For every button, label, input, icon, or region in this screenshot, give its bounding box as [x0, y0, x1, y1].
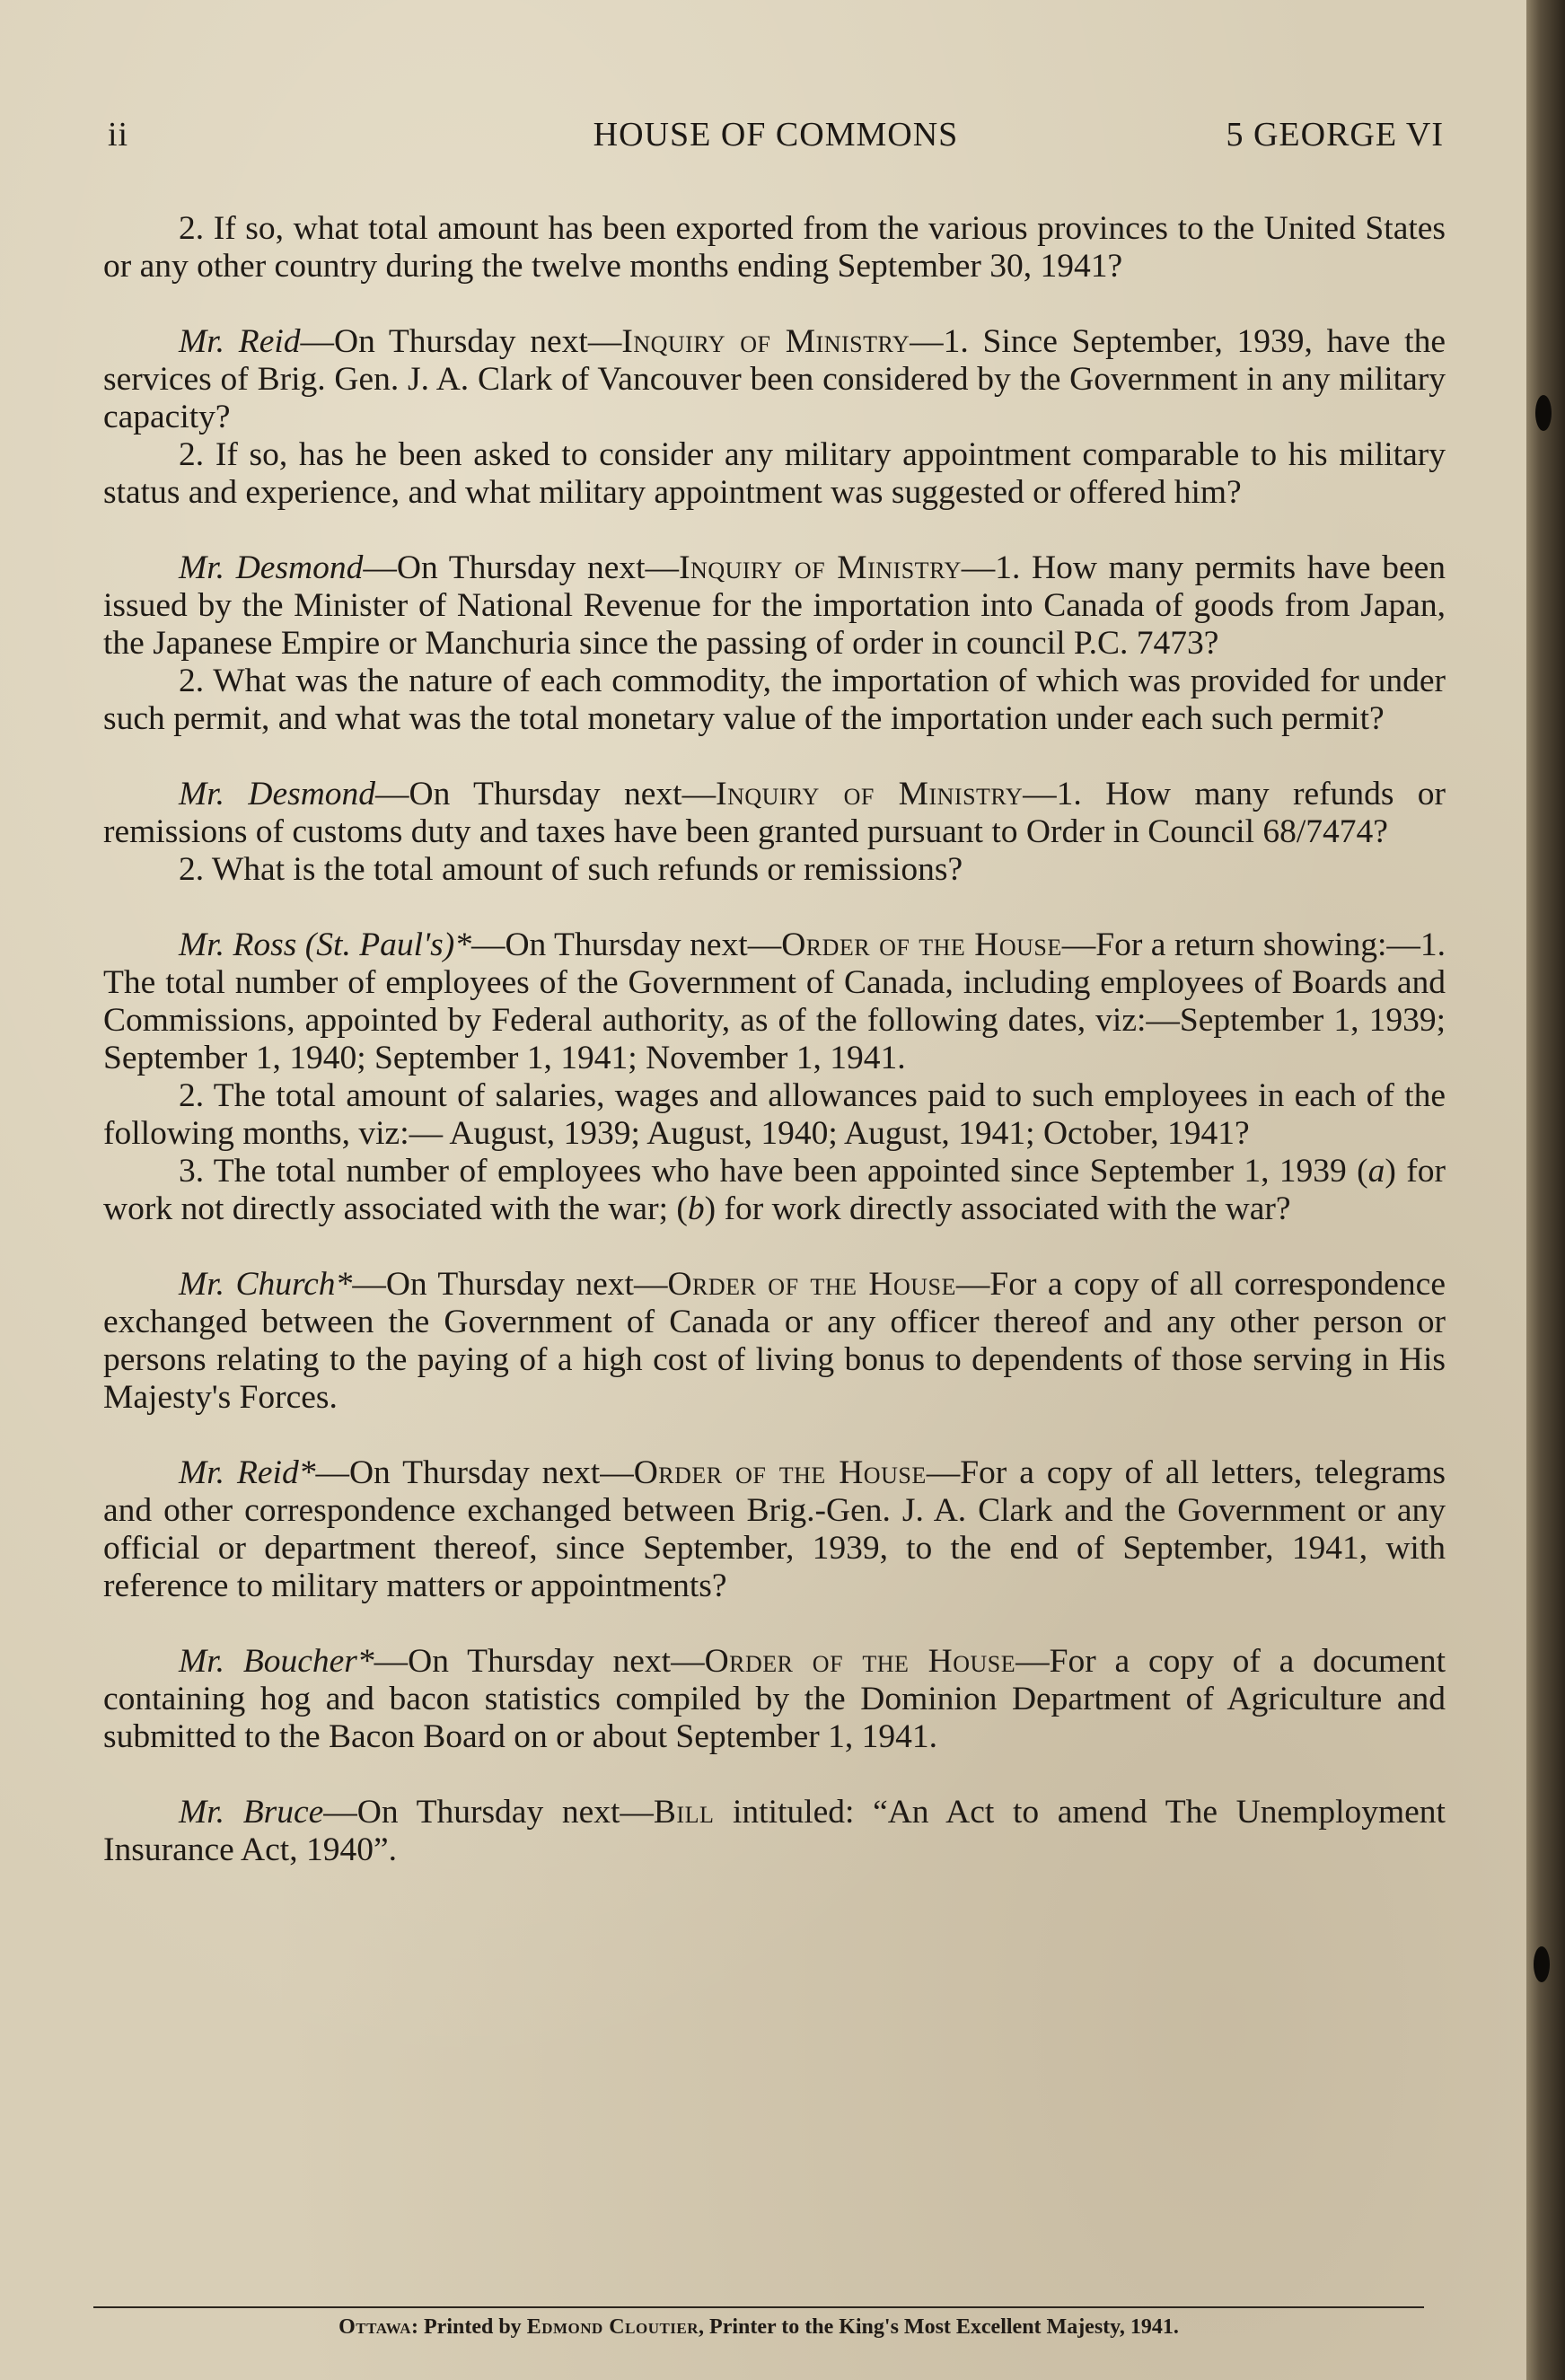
notice-type: Order of the House — [704, 1643, 1016, 1680]
member-name: Mr. Church* — [179, 1266, 353, 1303]
notice-text: —For a copy of all correspondence exchanged between the Government of Canada or any officer thereof and any other person or persons relating to the paying of a high cost of living bonus to dependents of those serving in His Majesty's Forces. — [103, 1266, 1446, 1416]
notice-paragraph — [103, 549, 1446, 663]
notice-text: intituled: “An Act to amend The Unemployment Insurance Act, 1940”. — [103, 1794, 1446, 1868]
book-page-edge — [1526, 0, 1565, 2380]
member-name: Mr. Desmond — [179, 549, 364, 586]
header-reign: 5 GEORGE VI — [1226, 116, 1444, 154]
member-name: b — [687, 1190, 705, 1227]
member-name: Mr. Bruce — [179, 1794, 324, 1831]
notice-entry — [103, 1643, 1446, 1756]
member-name: Mr. Reid* — [179, 1454, 316, 1491]
footer-rule — [93, 2306, 1424, 2308]
notice-text: —On Thursday next— — [315, 1454, 634, 1491]
notice-entry — [103, 1794, 1446, 1869]
notice-paragraph — [103, 1077, 1446, 1153]
notice-text: —For a copy of all letters, telegrams and other correspondence exchanged between Brig.-Gen. J. A. Clark and the Government or any official or department thereof, since September, 1939, to the end of September, 1941, with reference to military matters or appointments? — [103, 1454, 1446, 1604]
notice-type: Order of the House — [667, 1266, 956, 1303]
notice-entry — [103, 323, 1446, 512]
notice-paragraph — [103, 1643, 1446, 1756]
notice-text: —For a return showing:—1. The total number of employees of the Government of Canada, including employees of Boards and Commissions, appointed by Federal authority, as of the following dates, viz:—September 1, 1939; September 1, 1940; September 1, 1941; November 1, 1941. — [103, 927, 1446, 1076]
notice-text: —On Thursday next— — [375, 776, 717, 812]
notice-entry — [103, 1266, 1446, 1417]
notice-paragraph — [103, 851, 1446, 889]
notice-entry — [103, 210, 1446, 285]
imprint-rest: , Printer to the King's Most Excellent Majesty, 1941. — [699, 2315, 1179, 2339]
notice-text: 2. If so, what total amount has been exported from the various provinces to the United States or any other country during the twelve months ending September 30, 1941? — [103, 210, 1446, 285]
notice-type: Inquiry of Ministry — [621, 323, 910, 360]
member-name: Mr. Boucher* — [179, 1643, 374, 1680]
imprint-printed-by: : Printed by — [411, 2315, 527, 2339]
member-name: Mr. Reid — [179, 323, 301, 360]
header-title: HOUSE OF COMMONS — [593, 116, 959, 154]
notice-paragraph — [103, 436, 1446, 512]
notice-entry — [103, 1454, 1446, 1605]
notice-text: —1. How many permits have been issued by the Minister of National Revenue for the importation into Canada of goods from Japan, the Japanese Empire or Manchuria since the passing of order in council P.C. 7473? — [103, 549, 1446, 662]
edge-mark — [1535, 395, 1552, 431]
imprint-printer: Edmond Cloutier — [526, 2315, 699, 2339]
notice-paragraph — [103, 1454, 1446, 1605]
notice-text: —For a copy of a document containing hog and bacon statistics compiled by the Dominion Department of Agriculture and submitted to the Bacon Board on or about September 1, 1941. — [103, 1643, 1446, 1755]
notice-text: —On Thursday next— — [470, 927, 782, 963]
edge-mark — [1534, 1946, 1550, 1982]
page-number: ii — [108, 116, 129, 154]
notice-paragraph — [103, 1794, 1446, 1869]
notice-text: 2. The total amount of salaries, wages and allowances paid to such employees in each of the following months, viz:— August, 1939; August, 1940; August, 1941; October, 1941? — [103, 1077, 1446, 1152]
notice-type: Order of the House — [781, 927, 1062, 963]
member-name: Mr. Desmond — [179, 776, 376, 812]
notice-text: 3. The total number of employees who have been appointed since September 1, 1939 ( — [179, 1153, 1368, 1190]
notice-type: Inquiry of Ministry — [679, 549, 962, 586]
running-header — [108, 115, 1444, 165]
notice-text: ) for work directly associated with the war? — [704, 1190, 1291, 1227]
notice-type: Bill — [653, 1794, 715, 1831]
notice-type: Order of the House — [633, 1454, 927, 1491]
notice-text: —On Thursday next— — [363, 549, 680, 586]
member-name: Mr. Ross (St. Paul's)* — [179, 927, 471, 963]
notice-text: —On Thursday next— — [352, 1266, 668, 1303]
notice-text: 2. If so, has he been asked to consider any military appointment comparable to his military status and experience, and what military appointment was suggested or offered him? — [103, 436, 1446, 511]
notice-text: —On Thursday next— — [300, 323, 622, 360]
notice-text: —On Thursday next— — [323, 1794, 654, 1831]
notice-paragraph — [103, 927, 1446, 1077]
imprint-place: Ottawa — [338, 2315, 412, 2339]
notice-entry — [103, 549, 1446, 738]
notice-paragraph — [103, 210, 1446, 285]
notice-paragraph — [103, 1266, 1446, 1417]
printer-imprint — [93, 2315, 1424, 2340]
member-name: a — [1367, 1153, 1385, 1190]
notice-text: —On Thursday next— — [374, 1643, 705, 1680]
notice-text: ) for work not directly associated with the war; ( — [103, 1153, 1446, 1227]
notice-paragraph — [103, 776, 1446, 851]
notice-text: —1. How many refunds or remissions of customs duty and taxes have been granted pursuant to Order in Council 68/7474? — [103, 776, 1446, 850]
notice-type: Inquiry of Ministry — [716, 776, 1024, 812]
notice-paragraph — [103, 323, 1446, 436]
notice-paragraph — [103, 1153, 1446, 1228]
notice-entry — [103, 776, 1446, 889]
notice-paragraph — [103, 663, 1446, 738]
notice-text: 2. What is the total amount of such refunds or remissions? — [179, 851, 963, 888]
notice-text: —1. Since September, 1939, have the services of Brig. Gen. J. A. Clark of Vancouver been considered by the Government in any military capacity? — [103, 323, 1446, 435]
notice-entry — [103, 927, 1446, 1228]
notices-body — [103, 210, 1446, 1907]
notice-text: 2. What was the nature of each commodity, the importation of which was provided for under such permit, and what was the total monetary value of the importation under each such permit? — [103, 663, 1446, 737]
